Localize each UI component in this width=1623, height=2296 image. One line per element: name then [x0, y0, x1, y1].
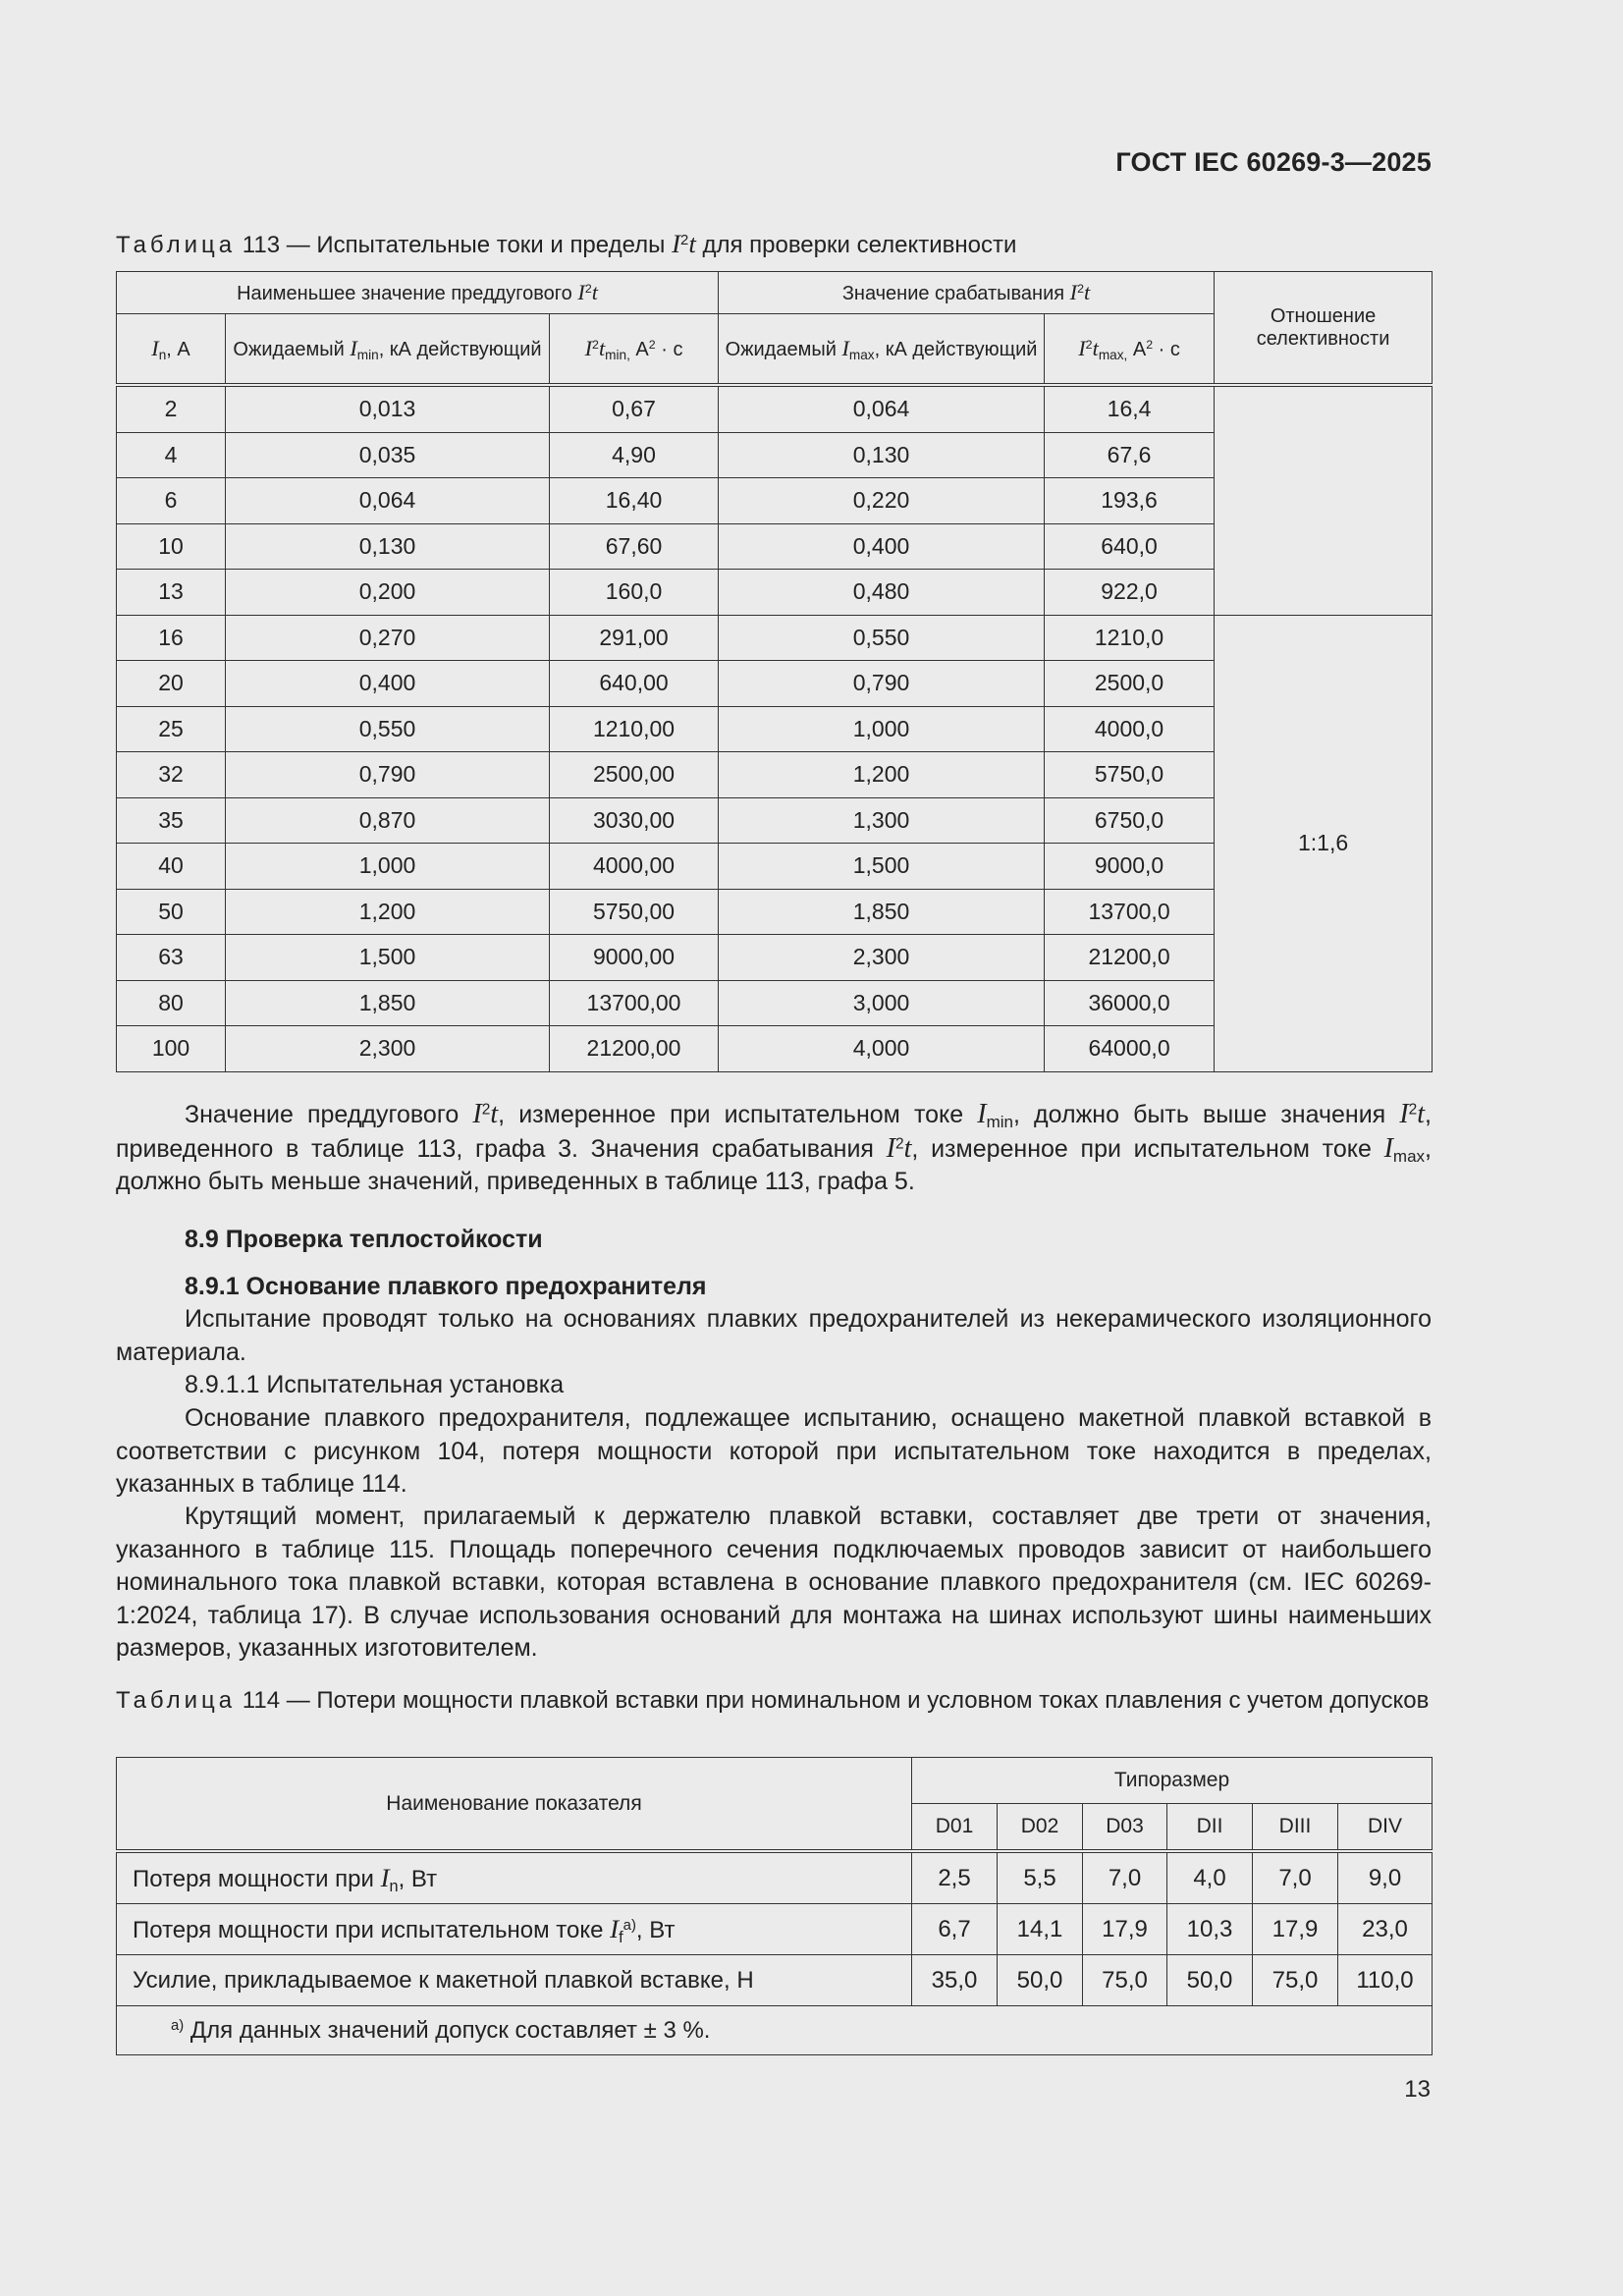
ratio-cell-empty	[1215, 385, 1433, 615]
table-cell: 7,0	[1253, 1851, 1338, 1904]
table-cell: 1,500	[719, 844, 1045, 890]
table-cell: 4000,00	[550, 844, 719, 890]
table-cell: 9000,00	[550, 935, 719, 981]
table-cell: 193,6	[1045, 478, 1215, 524]
table-cell: 75,0	[1253, 1955, 1338, 2006]
table-cell: 0,790	[719, 661, 1045, 707]
table-cell: 13700,00	[550, 980, 719, 1026]
table-cell: 67,60	[550, 523, 719, 570]
table-cell: 0,870	[226, 797, 550, 844]
table-cell: 16,4	[1045, 385, 1215, 432]
table-cell: 9,0	[1338, 1851, 1433, 1904]
table-113-caption: Таблица 113 — Испытательные токи и пределы $I^2t$ для проверки селективности	[116, 229, 1017, 258]
table-cell: 32	[117, 752, 226, 798]
table-cell: 17,9	[1083, 1904, 1167, 1955]
table-cell: 0,220	[719, 478, 1045, 524]
table-cell: 50,0	[998, 1955, 1083, 2006]
table-cell: 922,0	[1045, 570, 1215, 616]
table-cell: 23,0	[1338, 1904, 1433, 1955]
table-cell: 5,5	[998, 1851, 1083, 1904]
table-cell: 0,064	[226, 478, 550, 524]
table-cell: 40	[117, 844, 226, 890]
table-cell: 2500,00	[550, 752, 719, 798]
table-cell: 13700,0	[1045, 889, 1215, 935]
header-size-diii: DIII	[1253, 1804, 1338, 1852]
table-cell: 14,1	[998, 1904, 1083, 1955]
table-cell: 4	[117, 432, 226, 478]
table-cell: 21200,0	[1045, 935, 1215, 981]
table-cell: 67,6	[1045, 432, 1215, 478]
table-cell: 4,0	[1167, 1851, 1253, 1904]
table-cell: 13	[117, 570, 226, 616]
table-cell: 1,850	[226, 980, 550, 1026]
table-cell: 0,550	[719, 615, 1045, 661]
ratio-cell: 1:1,6	[1215, 615, 1433, 1071]
table-cell: 10,3	[1167, 1904, 1253, 1955]
header-in: $I_n$, А	[117, 314, 226, 386]
header-imax: Ожидаемый $I_{max}$, кА действующий	[719, 314, 1045, 386]
table-cell: 6750,0	[1045, 797, 1215, 844]
paragraph-torque: Крутящий момент, прилагаемый к держателю плавкой вставки, составляет две трети от значения, указанного в таблице 115. Площадь поперечного сечения подключаемых проводов зависит от наибольшего номинального тока плавкой вставки, которая вставлена в основание плавкого предохранителя (см. IEC 60269-1:2024, таблица 17). В случае использования оснований для монтажа на шинах используют шины наименьших размеров, указанных изготовителем.	[116, 1503, 1432, 1662]
table-cell: 75,0	[1083, 1955, 1167, 2006]
table-cell: 36000,0	[1045, 980, 1215, 1026]
table-cell: 100	[117, 1026, 226, 1072]
row-label: Усилие, прикладываемое к макетной плавкой вставке, Н	[117, 1955, 912, 2006]
header-size-d03: D03	[1083, 1804, 1167, 1852]
row-label: Потеря мощности при $I_n$, Вт	[117, 1851, 912, 1904]
table-cell: 80	[117, 980, 226, 1026]
table-cell: 35	[117, 797, 226, 844]
header-size-d01: D01	[912, 1804, 998, 1852]
table-cell: 0,550	[226, 706, 550, 752]
table-cell: 4,90	[550, 432, 719, 478]
caption-number: 113 — Испытательные токи и пределы	[242, 232, 673, 258]
table-cell: 1210,0	[1045, 615, 1215, 661]
table-114	[116, 1757, 1433, 2055]
table-cell: 0,035	[226, 432, 550, 478]
table-row	[117, 385, 1433, 432]
header-indicator-name: Наименование показателя	[117, 1758, 912, 1852]
table-cell: 63	[117, 935, 226, 981]
table-cell: 7,0	[1083, 1851, 1167, 1904]
table-cell: 50	[117, 889, 226, 935]
table-cell: 21200,00	[550, 1026, 719, 1072]
header-size-group: Типоразмер	[912, 1758, 1433, 1804]
table-cell: 1,000	[719, 706, 1045, 752]
header-operating-i2t: Значение срабатывания $I^2t$	[719, 272, 1215, 314]
table-cell: 0,270	[226, 615, 550, 661]
section-8-9-heading: 8.9 Проверка теплостойкости	[185, 1226, 543, 1253]
table-114-caption: Таблица 114 — Потери мощности плавкой вставки при номинальном и условном токах плавления с учетом допусков	[116, 1687, 1430, 1714]
page-number: 13	[1404, 2076, 1431, 2103]
table-cell: 0,400	[719, 523, 1045, 570]
table-cell: 0,480	[719, 570, 1045, 616]
table-cell: 1,000	[226, 844, 550, 890]
table-cell: 9000,0	[1045, 844, 1215, 890]
table-cell: 0,67	[550, 385, 719, 432]
table-cell: 5750,00	[550, 889, 719, 935]
table-footnote: $^{а)}$ Для данных значений допуск составляет ± 3 %.	[117, 2006, 1433, 2055]
table-cell: 2,5	[912, 1851, 998, 1904]
header-size-dii: DII	[1167, 1804, 1253, 1852]
table-cell: 20	[117, 661, 226, 707]
table-cell: 4000,0	[1045, 706, 1215, 752]
section-8-9-1-heading: 8.9.1 Основание плавкого предохранителя	[185, 1273, 707, 1300]
table-cell: 0,400	[226, 661, 550, 707]
table-cell: 0,200	[226, 570, 550, 616]
paragraph-test-scope: Испытание проводят только на основаниях плавких предохранителей из некерамического изоляционного материала.	[116, 1305, 1432, 1366]
header-size-d02: D02	[998, 1804, 1083, 1852]
row-label: Потеря мощности при испытательном токе $I_f^{а)}$, Вт	[117, 1904, 912, 1955]
table-cell: 160,0	[550, 570, 719, 616]
table-cell: 25	[117, 706, 226, 752]
table-cell: 640,00	[550, 661, 719, 707]
table-cell: 640,0	[1045, 523, 1215, 570]
table-cell: 1,200	[226, 889, 550, 935]
table-cell: 291,00	[550, 615, 719, 661]
table-cell: 16,40	[550, 478, 719, 524]
table-cell: 64000,0	[1045, 1026, 1215, 1072]
table-cell: 35,0	[912, 1955, 998, 2006]
table-cell: 110,0	[1338, 1955, 1433, 2006]
header-i2tmax: $I^2t_{max,}$ $А^2 \cdot с$	[1045, 314, 1215, 386]
table-cell: 6	[117, 478, 226, 524]
table-cell: 5750,0	[1045, 752, 1215, 798]
caption-prefix: Таблица	[116, 232, 237, 258]
table-113	[116, 271, 1433, 1072]
table-cell: 4,000	[719, 1026, 1045, 1072]
header-i2tmin: $I^2t_{min,}$ $А^2 \cdot с$	[550, 314, 719, 386]
table-cell: 0,064	[719, 385, 1045, 432]
table-row	[117, 1851, 1433, 1904]
table-row	[117, 1955, 1433, 2006]
table-cell: 3030,00	[550, 797, 719, 844]
table-cell: 50,0	[1167, 1955, 1253, 2006]
document-id-header: ГОСТ IEC 60269-3—2025	[1115, 147, 1432, 177]
table-cell: 2500,0	[1045, 661, 1215, 707]
table-cell: 0,790	[226, 752, 550, 798]
table-cell: 3,000	[719, 980, 1045, 1026]
header-size-div: DIV	[1338, 1804, 1433, 1852]
table-cell: 0,013	[226, 385, 550, 432]
table-cell: 2	[117, 385, 226, 432]
table-cell: 6,7	[912, 1904, 998, 1955]
header-imin: Ожидаемый $I_{min}$, кА действующий	[226, 314, 550, 386]
table-cell: 1210,00	[550, 706, 719, 752]
table-cell: 0,130	[226, 523, 550, 570]
paragraph-test-setup: Основание плавкого предохранителя, подлежащее испытанию, оснащено макетной плавкой вставкой в соответствии с рисунком 104, потеря мощности которой при испытательном токе находится в пределах, указанных в таблице 114.	[116, 1404, 1432, 1498]
section-8-9-1-1-heading: 8.9.1.1 Испытательная установка	[185, 1371, 565, 1398]
table-cell: 2,300	[226, 1026, 550, 1072]
table-cell: 2,300	[719, 935, 1045, 981]
paragraph-i2t-requirements: Значение преддугового $I^2t$, измеренное при испытательном токе $I_{min}$, должно быть выше значения $I^2t$, приведенного в таблице 113, графа 3. Значения срабатывания $I^2t$, измеренное при испытательном токе $I_{max}$, должно быть меньше значений, приведенных в таблице 113, графа 5.	[116, 1099, 1432, 1195]
table-cell: 1,500	[226, 935, 550, 981]
table-cell: 10	[117, 523, 226, 570]
table-row	[117, 1904, 1433, 1955]
table-cell: 1,200	[719, 752, 1045, 798]
header-preliminary-i2t: Наименьшее значение преддугового $I^2t$	[117, 272, 719, 314]
table-row	[117, 615, 1433, 661]
header-selectivity-ratio: Отношение селективности	[1215, 272, 1433, 386]
table-cell: 16	[117, 615, 226, 661]
table-cell: 1,850	[719, 889, 1045, 935]
table-cell: 17,9	[1253, 1904, 1338, 1955]
table-cell: 1,300	[719, 797, 1045, 844]
table-cell: 0,130	[719, 432, 1045, 478]
